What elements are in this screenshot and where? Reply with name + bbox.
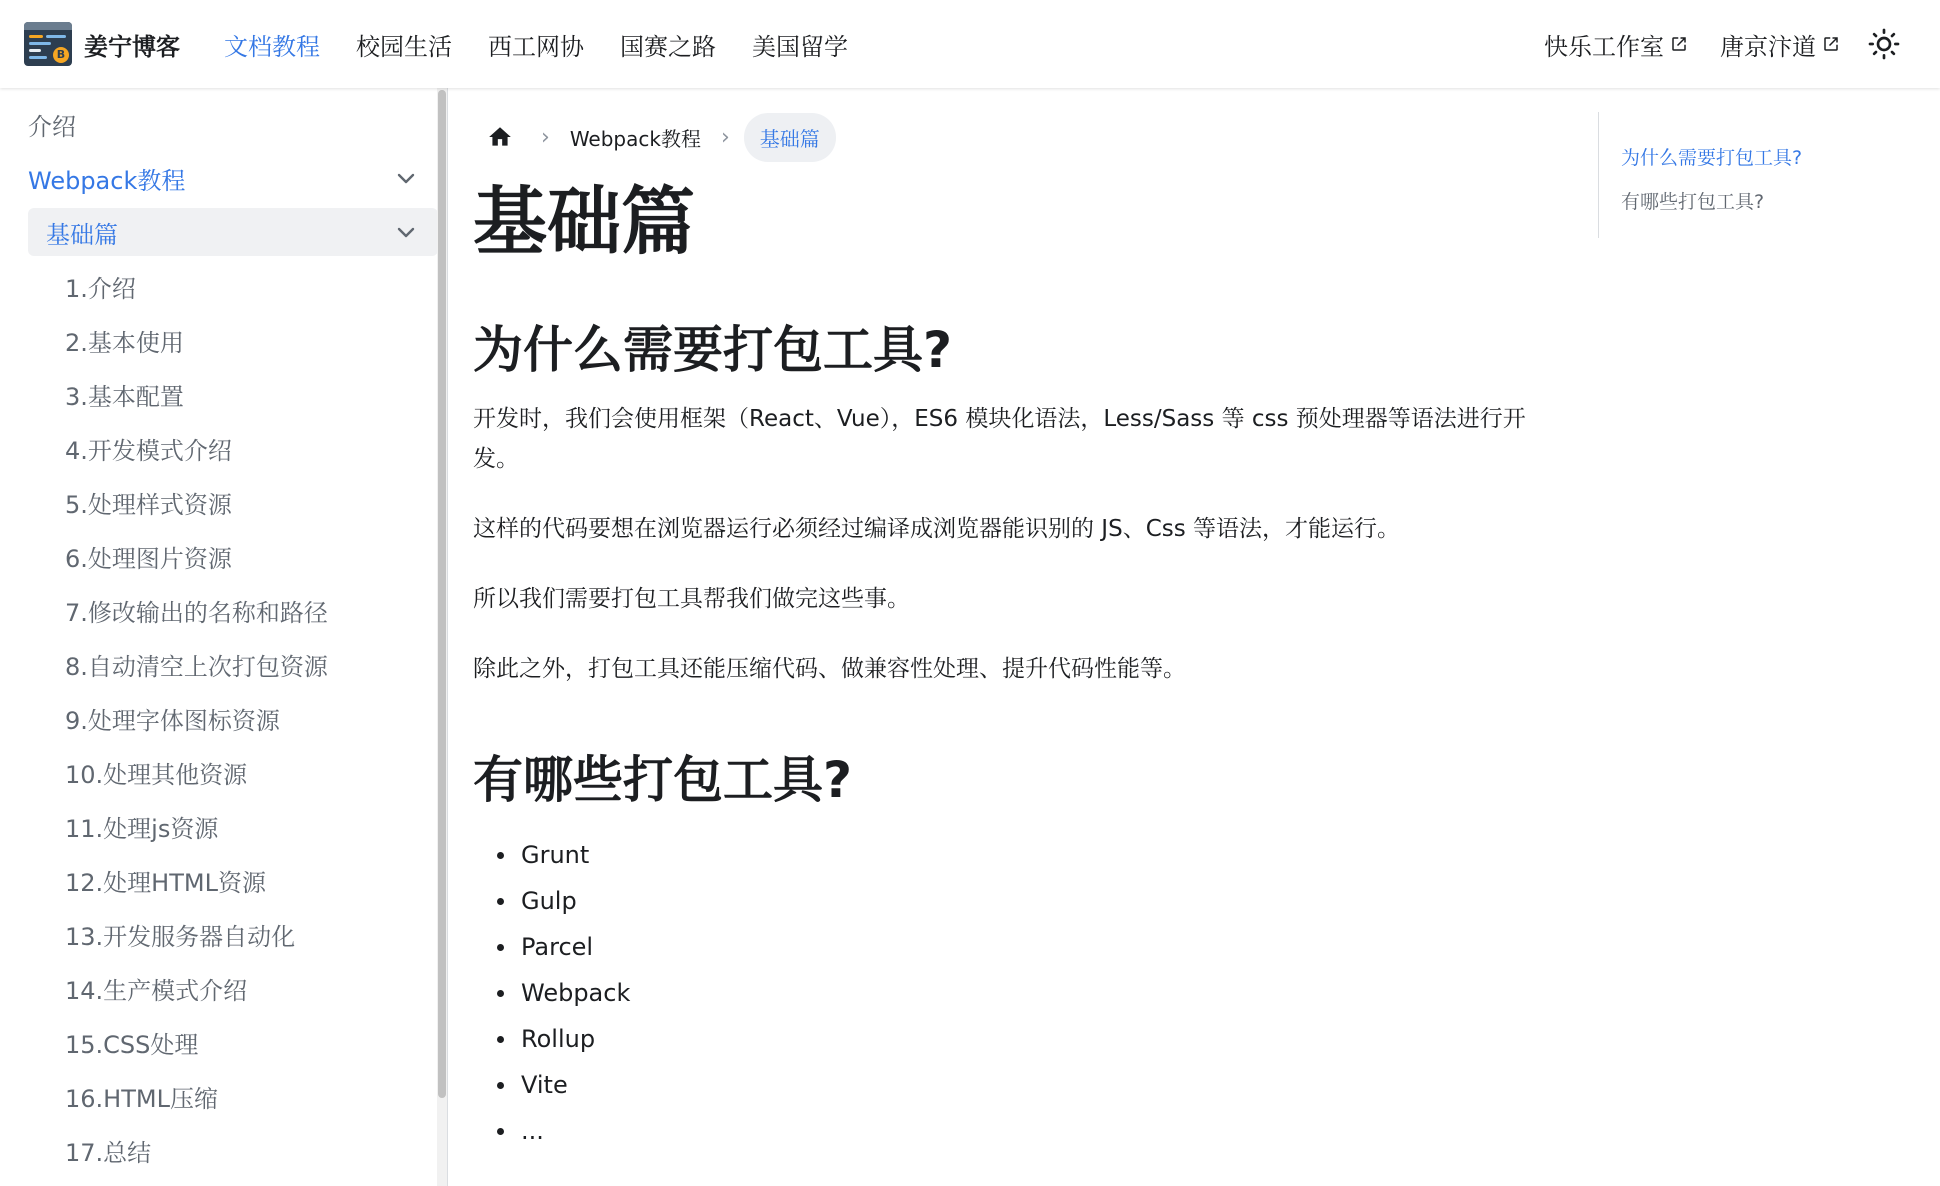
sidebar-item-label: 3.基本配置 — [65, 382, 184, 411]
paragraph: 这样的代码要想在浏览器运行必须经过编译成浏览器能识别的 JS、Css 等语法，才能运行。 — [473, 516, 1401, 543]
external-link-icon — [1670, 35, 1688, 53]
sidebar-item-09[interactable] — [28, 694, 438, 742]
paragraph: 开发时，我们会使用框架（React、Vue），ES6 模块化语法，Less/Sass 等 css 预处理器等语法进行开发。 — [473, 406, 1526, 473]
list-item: Parcel — [497, 924, 1598, 970]
list-item: Vite — [497, 1062, 1598, 1108]
docs-sidebar — [0, 88, 448, 1186]
sidebar-item-06[interactable] — [28, 532, 438, 580]
breadcrumb — [473, 112, 1598, 162]
breadcrumb-item-current: 基础篇 — [744, 113, 836, 162]
tools-list — [473, 832, 1598, 1154]
sidebar-item-label: 4.开发模式介绍 — [65, 436, 232, 465]
chevron-down-icon[interactable] — [394, 166, 418, 190]
sidebar-scrollbar[interactable] — [437, 88, 447, 1186]
blog-logo-icon: B — [24, 22, 72, 66]
brand-title: 姜宁博客 — [84, 32, 180, 61]
nav-national-contest[interactable]: 国赛之路 — [620, 32, 716, 61]
sidebar-scrollbar-thumb[interactable] — [438, 90, 446, 1098]
sidebar-item-05[interactable] — [28, 478, 438, 526]
list-item: ... — [497, 1108, 1598, 1154]
sidebar-item-label: 12.处理HTML资源 — [65, 868, 266, 897]
sidebar-item-label: 介绍 — [28, 112, 76, 141]
section-heading-tools: 有哪些打包工具? — [473, 751, 853, 810]
page-title: 基础篇 — [473, 179, 695, 265]
main-nav — [206, 0, 866, 88]
breadcrumb-home[interactable] — [473, 114, 527, 160]
sidebar-item-label: 15.CSS处理 — [65, 1030, 199, 1059]
external-link-studio[interactable] — [1528, 27, 1704, 62]
table-of-contents — [1598, 112, 1898, 238]
breadcrumb-separator-icon: › — [541, 124, 550, 150]
sidebar-item-07[interactable] — [28, 586, 438, 634]
sidebar-item-label: 13.开发服务器自动化 — [65, 922, 296, 951]
sidebar-category-basics[interactable] — [28, 208, 438, 256]
sidebar-item-intro[interactable] — [28, 100, 438, 148]
nav-study-abroad[interactable]: 美国留学 — [752, 32, 848, 61]
theme-toggle-button[interactable] — [1864, 24, 1904, 64]
sidebar-item-label: 7.修改输出的名称和路径 — [65, 598, 328, 627]
chevron-down-icon[interactable] — [394, 220, 418, 244]
nav-network-association[interactable]: 西工网协 — [488, 32, 584, 61]
list-item: Grunt — [497, 832, 1598, 878]
sidebar-item-label: 8.自动清空上次打包资源 — [65, 652, 328, 681]
home-icon — [487, 124, 513, 150]
sun-icon — [1868, 28, 1900, 60]
external-link-label: 唐京汴道 — [1720, 32, 1816, 61]
sidebar-item-label: 1.介绍 — [65, 274, 136, 303]
sidebar-item-label: 10.处理其他资源 — [65, 760, 248, 789]
sidebar-item-label: 基础篇 — [46, 220, 118, 249]
breadcrumb-separator-icon: › — [720, 124, 730, 150]
list-item: Gulp — [497, 878, 1598, 924]
sidebar-item-label: 11.处理js资源 — [65, 814, 219, 843]
breadcrumb-item-webpack[interactable]: Webpack教程 — [569, 126, 701, 151]
nav-docs-tutorial[interactable]: 文档教程 — [224, 32, 320, 61]
sidebar-item-02[interactable] — [28, 316, 438, 364]
external-link-tangjing[interactable] — [1704, 27, 1856, 62]
list-item: Rollup — [497, 1016, 1598, 1062]
toc-item-why[interactable]: 为什么需要打包工具? — [1621, 147, 1803, 169]
nav-campus-life[interactable]: 校园生活 — [356, 32, 452, 61]
sidebar-item-label: 9.处理字体图标资源 — [65, 706, 280, 735]
sidebar-item-label: 16.HTML压缩 — [65, 1084, 218, 1113]
external-link-label: 快乐工作室 — [1544, 32, 1664, 61]
sidebar-item-label: 14.生产模式介绍 — [65, 976, 248, 1005]
sidebar-item-label: 17.总结 — [65, 1138, 152, 1167]
sidebar-item-03[interactable] — [28, 370, 438, 418]
sidebar-item-08[interactable] — [28, 640, 438, 688]
sidebar-item-13[interactable] — [28, 910, 438, 958]
sidebar-item-11[interactable] — [28, 802, 438, 850]
toc-item-tools[interactable]: 有哪些打包工具? — [1621, 191, 1765, 213]
sidebar-item-14[interactable] — [28, 964, 438, 1012]
sidebar-item-label: 5.处理样式资源 — [65, 490, 232, 519]
sidebar-item-12[interactable] — [28, 856, 438, 904]
paragraph: 所以我们需要打包工具帮我们做完这些事。 — [473, 586, 910, 613]
top-navbar — [0, 0, 1940, 88]
sidebar-item-10[interactable] — [28, 748, 438, 796]
sidebar-category-webpack[interactable] — [28, 154, 438, 202]
sidebar-item-label: 6.处理图片资源 — [65, 544, 232, 573]
doc-content — [448, 88, 1598, 1186]
list-item: Webpack — [497, 970, 1598, 1016]
nav-right-group — [1528, 0, 1916, 88]
paragraph: 除此之外，打包工具还能压缩代码、做兼容性处理、提升代码性能等。 — [473, 656, 1186, 683]
sidebar-item-17[interactable] — [28, 1126, 438, 1174]
external-link-icon — [1822, 35, 1840, 53]
sidebar-item-04[interactable] — [28, 424, 438, 472]
sidebar-item-16[interactable] — [28, 1072, 438, 1120]
sidebar-item-label: 2.基本使用 — [65, 328, 184, 357]
brand-link[interactable] — [24, 0, 180, 88]
sidebar-item-label: Webpack教程 — [28, 166, 186, 195]
sidebar-item-15[interactable] — [28, 1018, 438, 1066]
section-heading-why: 为什么需要打包工具? — [473, 320, 953, 379]
sidebar-item-01[interactable] — [28, 262, 438, 310]
